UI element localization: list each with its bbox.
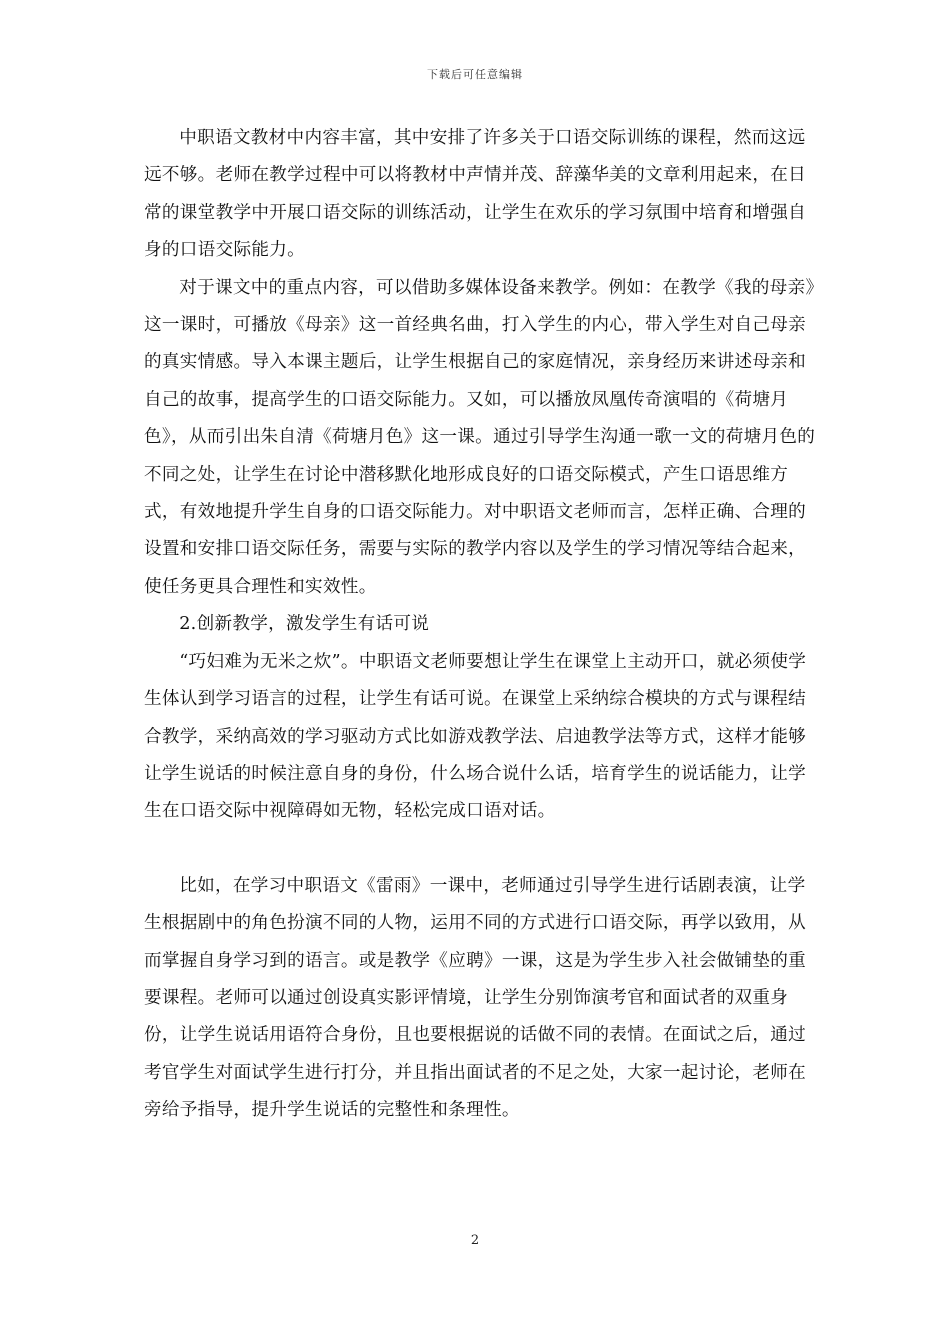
paragraph-spacer [144,831,820,868]
section-heading-innovative-teaching: 2.创新教学，激发学生有话可说 [179,614,430,635]
paragraph-have-something-to-say: “巧妇难为无米之炊”。中职语文老师要想让学生在课堂上主动开口，就必须使学生体认到学习语言的过程，让学生有话可说。在课堂上采纳综合模块的方式与课程结合教学，采纳高效的学习驱动方式比如游戏教学法、启迪教学法等方式，这样才能够让学生说话的时候注意自身的身份，什么场合说什么话，培育学生的说话能力，让学生在口语交际中视障碍如无物，轻松完成口语对话。 [144,651,807,822]
paragraph-oral-training-intro: 中职语文教材中内容丰富，其中安排了许多关于口语交际训练的课程，然而这远远不够。老师在教学过程中可以将教材中声情并茂、辞藻华美的文章利用起来，在日常的课堂教学中开展口语交际的训练活动，让学生在欢乐的学习氛围中培育和增强自身的口语交际能力。 [144,128,807,261]
paragraph-multimedia-teaching: 对于课文中的重点内容，可以借助多媒体设备来教学。例如：在教学《我的母亲》这一课时，可播放《母亲》这一首经典名曲，打入学生的内心，带入学生对自己母亲的真实情感。导入本课主题后，让学生根据自己的家庭情况，亲身经历来讲述母亲和自己的故事，提高学生的口语交际能力。又如，可以播放凤凰传奇演唱的《荷塘月色》，从而引出朱自清《荷塘月色》这一课。通过引导学生沟通一歌一文的荷塘月色的不同之处，让学生在讨论中潜移默化地形成良好的口语交际模式，产生口语思维方式，有效地提升学生自身的口语交际能力。对中职语文老师而言，怎样正确、合理的设置和安排口语交际任务，需要与实际的教学内容以及学生的学习情况等结合起来，使任务更具合理性和实效性。 [144,277,816,597]
page-header-note: 下载后可任意编辑 [427,68,523,81]
paragraph-drama-example: 比如，在学习中职语文《雷雨》一课中，老师通过引导学生进行话剧表演，让学生根据剧中的角色扮演不同的人物，运用不同的方式进行口语交际，再学以致用，从而掌握自身学习到的语言。或是教学《应聘》一课，这是为学生步入社会做铺垫的重要课程。老师可以通过创设真实影评情境，让学生分别饰演考官和面试者的双重身份，让学生说话用语符合身份，且也要根据说的话做不同的表情。在面试之后，通过考官学生对面试学生进行打分，并且指出面试者的不足之处，大家一起讨论，老师在旁给予指导，提升学生说话的完整性和条理性。 [144,875,807,1121]
document-body [144,120,820,1130]
page-number: 2 [470,1233,480,1248]
